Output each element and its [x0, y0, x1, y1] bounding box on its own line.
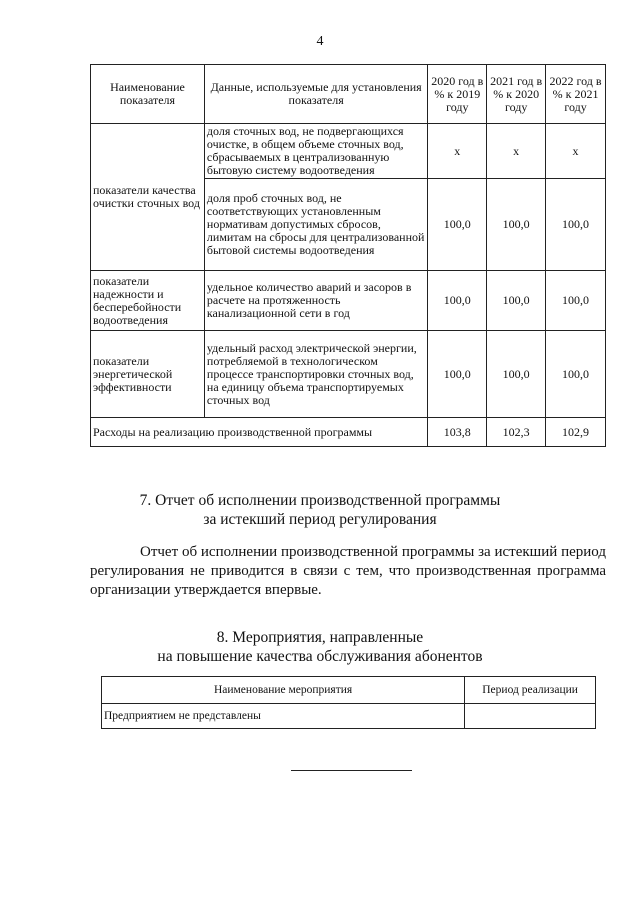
category-cell: показатели надежности и бесперебойности водоотведения: [91, 271, 205, 331]
section8-title-line2: на повышение качества обслуживания абонентов: [157, 648, 483, 665]
measure-name-cell: Предприятием не представлены: [102, 704, 465, 729]
measure-period-cell: [465, 704, 596, 729]
value-2021: 100,0: [487, 271, 546, 331]
indicators-table: [90, 64, 606, 447]
section7-title-line1: 7. Отчет об исполнении производственной программы: [139, 492, 501, 509]
section8-title-line1: 8. Мероприятия, направленные: [216, 629, 424, 646]
header-measure-name: Наименование мероприятия: [102, 677, 465, 704]
value-2022: 100,0: [546, 271, 606, 331]
indicators-header-row: [91, 65, 606, 124]
header-data-used: Данные, используемые для установления показателя: [204, 65, 427, 124]
category-cell: показатели качества очистки сточных вод: [91, 124, 205, 271]
total-2020: 103,8: [428, 418, 487, 447]
value-2021: 100,0: [487, 331, 546, 418]
measures-header-row: [102, 677, 596, 704]
value-2022: 100,0: [546, 331, 606, 418]
total-2022: 102,9: [546, 418, 606, 447]
table-row: [91, 271, 606, 331]
value-2020: 100,0: [428, 271, 487, 331]
measures-table: [101, 676, 596, 729]
total-row: [91, 418, 606, 447]
closing-rule: [291, 770, 412, 771]
section7-paragraph: Отчет об исполнении производственной программы за истекший период регулирования не приводится в связи с тем, что производственная программа организации утверждается впервые.: [90, 544, 606, 598]
header-2021: 2021 год в % к 2020 году: [487, 65, 546, 124]
description-cell: удельный расход электрической энергии, потребляемой в технологическом процессе транспортировки сточных вод, на единицу объема транспортируемых сточных вод: [204, 331, 427, 418]
value-2021: 100,0: [487, 179, 546, 271]
page-number: 4: [316, 34, 324, 49]
total-label: Расходы на реализацию производственной программы: [91, 418, 428, 447]
value-2020: 100,0: [428, 331, 487, 418]
section7-title-line2: за истекший период регулирования: [203, 511, 437, 528]
header-indicator-name: Наименование показателя: [91, 65, 205, 124]
header-period: Период реализации: [465, 677, 596, 704]
header-2022: 2022 год в % к 2021 году: [546, 65, 606, 124]
value-2022: 100,0: [546, 179, 606, 271]
table-row: [102, 704, 596, 729]
table-row: [91, 124, 606, 179]
table-row: [91, 331, 606, 418]
description-cell: доля сточных вод, не подвергающихся очистке, в общем объеме сточных вод, сбрасываемых в централизованную бытовую систему водоотведения: [204, 124, 427, 179]
header-2020: 2020 год в % к 2019 году: [428, 65, 487, 124]
description-cell: доля проб сточных вод, не соответствующих установленным нормативам допустимых сбросов, лимитам на сбросы для централизованной бытовой системы водоотведения: [204, 179, 427, 271]
description-cell: удельное количество аварий и засоров в расчете на протяженность канализационной сети в год: [204, 271, 427, 331]
value-2020: 100,0: [428, 179, 487, 271]
total-2021: 102,3: [487, 418, 546, 447]
category-cell: показатели энергетической эффективности: [91, 331, 205, 418]
value-2021: x: [487, 124, 546, 179]
value-2020: x: [428, 124, 487, 179]
value-2022: x: [546, 124, 606, 179]
